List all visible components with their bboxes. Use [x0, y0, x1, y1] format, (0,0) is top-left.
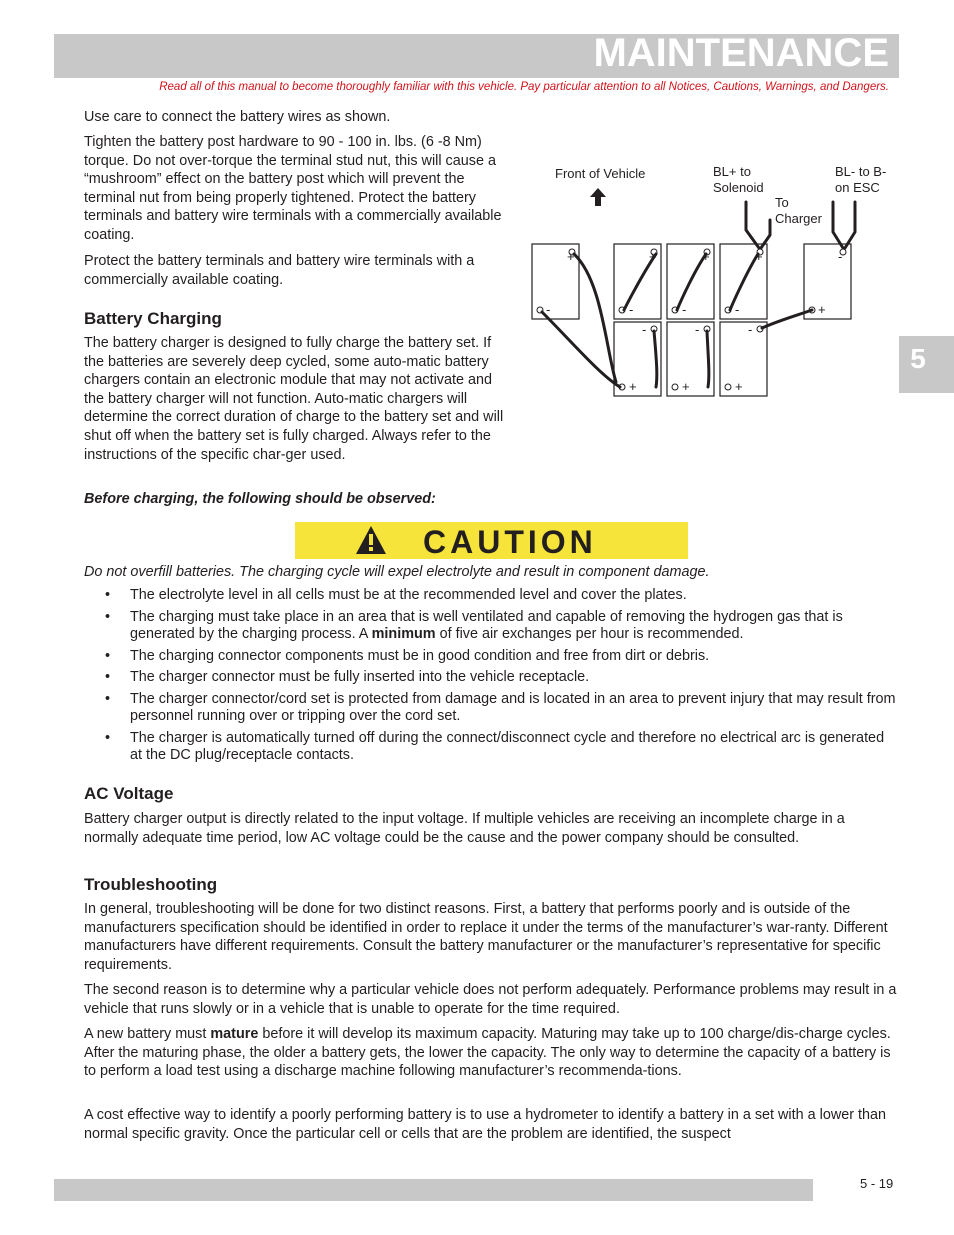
terminal-plus: +	[682, 379, 690, 394]
troubleshooting-paragraph-4: A cost effective way to identify a poorly performing battery is to use a hydrometer to identify a battery in a set with a lower than normal specific gravity. Once the particular cell or cells that are the problem are identified, the suspect	[84, 1107, 887, 1142]
battery-charging-heading: Battery Charging	[84, 309, 222, 328]
intro-paragraph-2: Tighten the battery post hardware to 90 - 100 in. lbs. (6 -8 Nm) torque. Do not over-torque the terminal stud nut, this will cause a “mushroom” effect on the battery post which will prevent the terminal nut from being properly tightened. Protect the battery terminals and battery wire terminals with a commercially available coating.	[84, 134, 502, 243]
ac-voltage-body: Battery charger output is directly related to the input voltage. If multiple vehicles are receiving an incomplete charge in a normally adequate time period, low AC voltage could be the cause and the power company should be consulted.	[84, 811, 845, 846]
terminal-minus: -	[695, 322, 700, 337]
troubleshooting-paragraph-3: A new battery must mature before it will develop its maximum capacity. Maturing may take up to 100 charge/dis-charge cycles. After the maturing phase, the older a battery gets, the lower the capacity. The only way to determine the capacity of a battery is to perform a load test using a discharge machine following manufacturer’s recommenda-tions.	[84, 1026, 891, 1080]
terminal-minus: -	[546, 302, 551, 317]
footer-bar	[54, 1179, 813, 1201]
battery-charging-body: The battery charger is designed to fully charge the battery set. If the batteries are severely deep cycled, some auto-matic battery chargers contain an electronic module that may not activate and the battery charger will not function. Auto-matic chargers will determine the correct duration of charge to the battery set and will shut off when the battery set is fully charged. Always refer to the instructions of the specific char-ger used.	[84, 335, 504, 463]
caution-label: CAUTION	[423, 524, 597, 560]
caution-banner	[295, 522, 688, 559]
page-number: 5 - 19	[860, 1176, 894, 1191]
terminal-plus: +	[818, 302, 826, 317]
terminal-plus: +	[649, 249, 657, 264]
wire-bl-minus-2	[845, 202, 855, 248]
troubleshooting-paragraph-1: In general, troubleshooting will be done for two distinct reasons. First, a battery that performs poorly and is outside of the manufacturers specification should be identified in order to replace it under the terms of the manufacturer’s war-ranty. Different manufacturers have different requirements. Consult the battery manufacturer or the manufacturer’s representative for specific requirements.	[84, 901, 888, 973]
charging-checklist	[84, 587, 899, 769]
list-item: • The charging connector components must be in good condition and free from dirt or debris.	[105, 647, 710, 664]
ac-voltage-heading: AC Voltage	[84, 784, 174, 803]
bl-plus-label: BL+ to Solenoid	[713, 164, 764, 195]
intro-paragraph-1: Use care to connect the battery wires as shown.	[84, 109, 391, 125]
wire-bl-plus	[746, 202, 759, 248]
terminal-plus: +	[629, 379, 637, 394]
page-title: MAINTENANCE	[593, 31, 889, 75]
list-item: • The charger is automatically turned off during the connect/disconnect cycle and therefore no electrical arc is generated at the DC plug/receptacle contacts.	[105, 729, 885, 763]
terminal-plus: +	[702, 249, 710, 264]
wire-1	[574, 254, 616, 382]
warning-triangle-icon	[355, 525, 387, 555]
wire-to-charger	[761, 220, 770, 248]
troubleshooting-heading: Troubleshooting	[84, 875, 218, 894]
battery-wiring-diagram	[530, 160, 887, 400]
list-item: • The charger connector/cord set is protected from damage and is located in an area to prevent injury that may result from personnel running over or tripping over the cord set.	[105, 690, 896, 724]
terminal-plus: +	[735, 379, 743, 394]
terminal-minus: -	[838, 249, 843, 264]
safety-notice: Read all of this manual to become thoroughly familiar with this vehicle. Pay particular attention to all Notices, Cautions, Warnings, and Dangers.	[159, 81, 889, 93]
list-item: • The charger connector must be fully inserted into the vehicle receptacle.	[105, 669, 590, 685]
terminal-minus: -	[629, 302, 634, 317]
to-charger-label: To Charger	[775, 195, 822, 226]
list-item: • The electrolyte level in all cells must be at the recommended level and cover the plates.	[105, 587, 687, 603]
before-charging-note: Before charging, the following should be observed:	[84, 491, 436, 507]
terminal-minus: -	[735, 302, 740, 317]
wire-7	[707, 331, 709, 387]
front-of-vehicle-label: Front of Vehicle	[555, 166, 646, 181]
front-arrow-icon	[590, 188, 606, 206]
terminal-minus: -	[682, 302, 687, 317]
list-item: • The charging must take place in an area that is well ventilated and capable of removing the hydrogen gas that is generated by the charging process. A minimum of five air exchanges per hour is recommended.	[105, 608, 843, 642]
intro-paragraph-3: Protect the battery terminals and battery wire terminals with a commercially available coating.	[84, 253, 475, 288]
caution-text: Do not overfill batteries. The charging cycle will expel electrolyte and result in component damage.	[84, 564, 710, 580]
terminal-plus: +	[755, 249, 763, 264]
terminal-minus: -	[642, 322, 647, 337]
chapter-tab: 5	[899, 336, 954, 393]
terminal-minus: -	[748, 322, 753, 337]
terminal-plus: +	[567, 249, 575, 264]
header-bar	[54, 31, 899, 78]
bl-minus-label: BL- to B- on ESC	[835, 164, 887, 195]
troubleshooting-paragraph-2: The second reason is to determine why a particular vehicle does not perform adequately. Performance problems may result in a vehicle that runs slowly or in a vehicle that is unable to operate for the time required.	[84, 982, 897, 1017]
